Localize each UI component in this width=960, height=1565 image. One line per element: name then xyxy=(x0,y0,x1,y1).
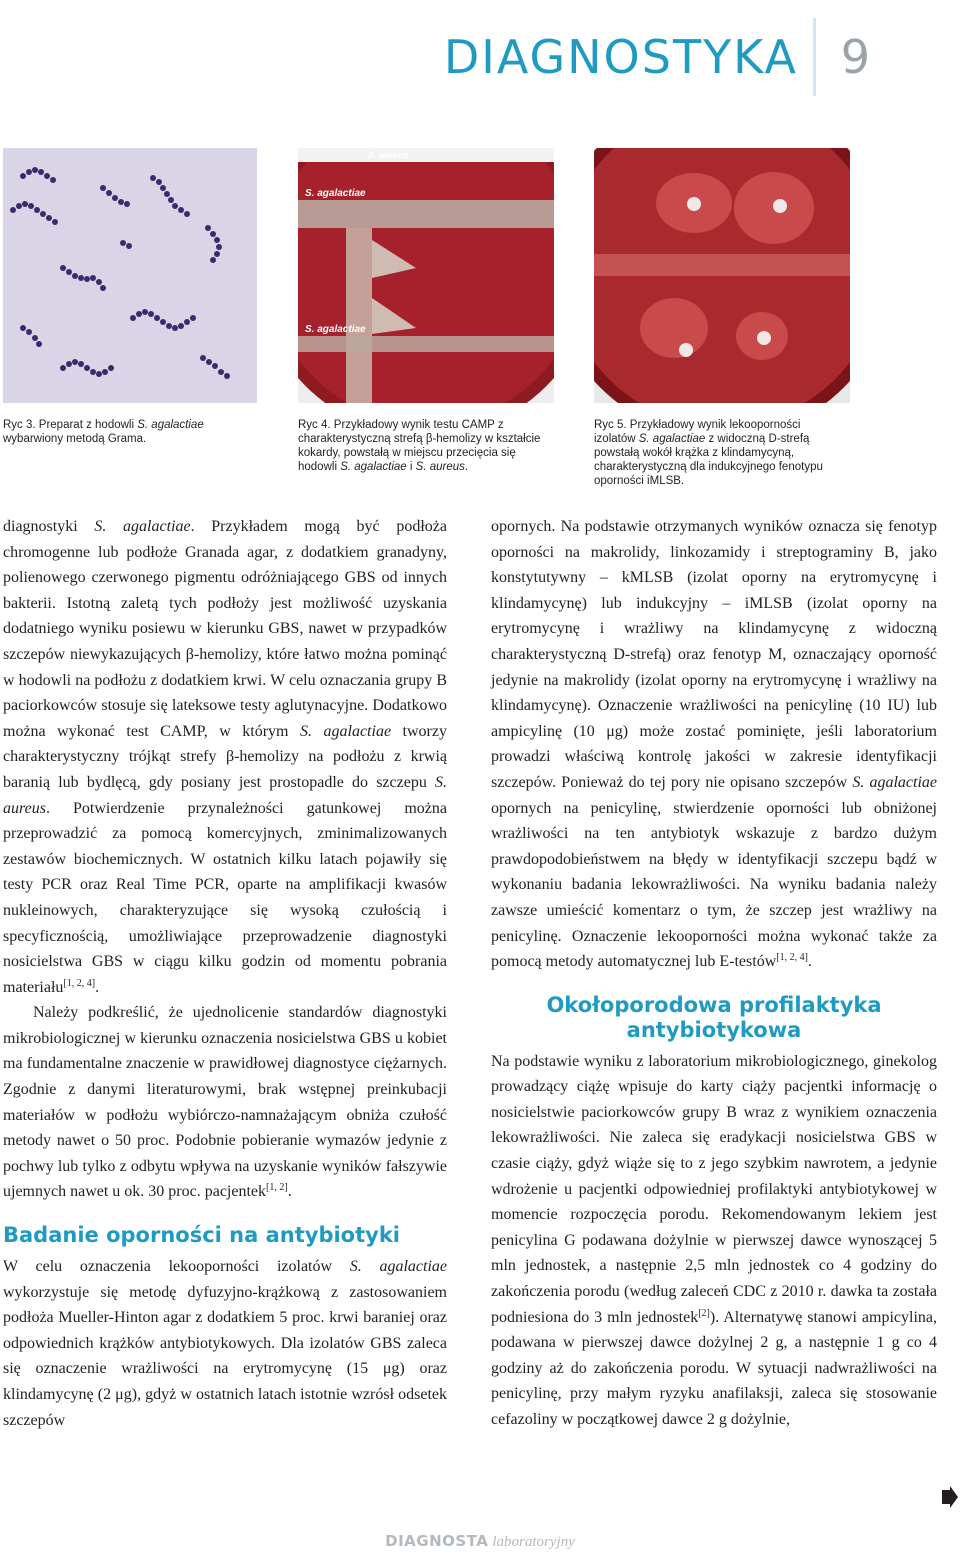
next-page-arrow-icon[interactable] xyxy=(942,1486,958,1513)
caption-fig4: Ryc 4. Przykładowy wynik testu CAMP z charakterystyczną strefą β-hemolizy w kształcie kokardy, powstałą w miejscu przecięcia się hodowli S. agalactiae i S. aureus. xyxy=(298,419,541,473)
caption-fig5: Ryc 5. Przykładowy wynik lekooporności izolatów S. agalactiae z widoczną D-strefą powstałą wokół krążka z klindamycyną, charakterystyczną dla indukcyjnego fenotypu oporności iMLSB. xyxy=(594,419,823,487)
label-s-agalactiae-2: S. agalactiae xyxy=(305,324,366,335)
figure-d-zone-test xyxy=(594,148,850,403)
label-s-aureus: S. aureus xyxy=(368,150,409,160)
heading-antibiotic-resistance: Badanie oporności na antybiotyki xyxy=(3,1223,400,1248)
label-s-agalactiae-1: S. agalactiae xyxy=(305,188,366,199)
paragraph: W celu oznaczenia lekooporności izolatów S. agalactiae wykorzystuje się metodę dyfuzyjno-krążkową z zastosowaniem podłoża Mueller-Hinton agar z dodatkiem 5 proc. krwi baraniej oraz odpowiednich krążków antybiotykowych. Dla izolatów GBS zaleca się oznaczenie wrażliwości na erytromycynę (15 μg) oraz klindamycynę (2 μg), gdyż w ostatnich latach istotnie wzrósł odsetek szczepów xyxy=(3,1258,447,1429)
page-footer xyxy=(0,1532,960,1551)
figure-camp-test xyxy=(298,148,554,403)
figure-gram-stain xyxy=(3,148,257,403)
caption-fig3: Ryc 3. Preparat z hodowli S. agalactiae wybarwiony metodą Grama. xyxy=(3,419,204,445)
heading-perinatal-prophylaxis: Okołoporodowa profilaktyka antybiotykowa xyxy=(546,992,882,1042)
header-divider xyxy=(813,18,816,96)
footer-subtitle: laboratoryjny xyxy=(492,1534,575,1550)
paragraph: opornych. Na podstawie otrzymanych wyników oznacza się fenotyp oporności na makrolidy, linkozamidy i streptograminy B, jako konstytutywny – kMLSB (izolat oporny na erytromycynę i klindamycynę) lub indukcyjny – iMLSB (izolat oporny na erytromycynę i wrażliwy na klindamycynę z widoczną charakterystyczną D-strefą) oraz fenotyp M, oznaczający oporność jedynie na makrolidy (izolat oporny na erytromycynę i wrażliwy na klindamycynę). Oznaczenie wrażliwości na penicylinę (10 IU) lub ampicylinę (10 μg) może zostać pominięte, jeśli laboratorium prowadzi właściwą kontrolę jakości w zakresie identyfikacji szczepów. Ponieważ do tej pory nie opisano szczepów S. agalactiae opornych na penicylinę, stwierdzenie oporności lub obniżonej wrażliwości na ten antybiotyk wskazuje z bardzo dużym prawdopodobieństwem na błędy w identyfikacji szczepu bądź w wykonaniu badania lekowrażliwości. Na wyniku badania należy zawsze umieścić komentarz o tym, że szczep jest wrażliwy na penicylinę. Oznaczenie lekooporności można wykonać także za pomocą metody automatycznej lub E-testów[1, 2, 4]. xyxy=(491,518,937,971)
page-number: 9 xyxy=(840,30,870,84)
footer-brand: DIAGNOSTA xyxy=(385,1532,489,1550)
paragraph: diagnostyki S. agalactiae. Przykładem mogą być podłoża chromogenne lub podłoże Granada agar, z dodatkiem granadyny, polienowego czerwonego pigmentu odróżniającego GBS od innych bakterii. Istotną zaletą tych podłoży jest możliwość uzyskania dodatniego wyniku posiewu w kierunku GBS, nawet w przypadków szczepów niewykazujących β-hemolizy, które łatwo można pominąć w hodowli na podłożu z dodatkiem krwi. W celu oznaczania grupy B paciorkowców stosuje się lateksowe testy aglutynacyjne. Dodatkowo można wykonać test CAMP, w którym S. agalactiae tworzy charakterystyczny trójkąt strefy β-hemolizy na podłożu z krwią baranią lub bydlęcą, gdy posiany jest prostopadle do szczepu S. aureus. Potwierdzenie przynależności gatunkowej można przeprowadzić za pomocą komercyjnych, zminimalizowanych zestawów biochemicznych. W ostatnich kilku latach pojawiły się testy PCR oraz Real Time PCR, oparte na amplifikacji kwasów nukleinowych, charakteryzujące się wysoką czułością i specyficznością, umożliwiające przeprowadzenie diagnostyki nosicielstwa GBS w ciągu kilku godzin od momentu pobrania materiału[1, 2, 4]. xyxy=(3,518,447,996)
section-title: DIAGNOSTYKA xyxy=(443,30,798,84)
paragraph: Należy podkreślić, że ujednolicenie standardów diagnostyki mikrobiologicznej w kierunku oznaczenia nosicielstwa GBS u kobiet ma fundamentalne znaczenie w prawidłowej diagnostyce ciężarnych. Zgodnie z danymi literaturowymi, brak wstępnej preinkubacji materiałów w podłożu wybiórczo-namnażającym obniża czułość metody nawet o 50 proc. Podobnie pobieranie wymazów jedynie z pochwy lub tylko z odbytu wpływa na uzyskanie wyników fałszywie ujemnych nawet u ok. 30 proc. pacjentek[1, 2]. xyxy=(3,1004,447,1201)
left-column xyxy=(3,514,447,1433)
right-column xyxy=(491,514,937,1433)
paragraph: Na podstawie wyniku z laboratorium mikrobiologicznego, ginekolog prowadzący ciążę wpisuje do karty ciąży pacjentki informację o nosicielstwie paciorkowców grupy B wraz z wynikiem oznaczenia lekowrażliwości. Nie zaleca się eradykacji nosicielstwa GBS w czasie ciąży, gdyż wiąże się to z jego szybkim nawrotem, a jedynie wdrożenie u pacjentki odpowiedniej profilaktyki antybiotykowej w momencie rozpoczęcia porodu. Rekomendowanym lekiem jest penicylina G podawana dożylnie w pierwszej dawce wynoszącej 5 mln jednostek, a następnie 2,5 mln jednostek co 4 godziny do zakończenia porodu (według zaleceń CDC z 2010 r. dawka ta została podniesiona do 3 mln jednostek[2]). Alternatywę stanowi ampicylina, podawana w pierwszej dawce dożylnej 2 g, a następnie 1 g co 4 godziny aż do zakończenia porodu. W sytuacji nadwrażliwości na penicylinę, przy małym ryzyku anafilaksji, zaleca się stosowanie cefazoliny w początkowej dawce 2 g dożylnie, xyxy=(491,1052,938,1428)
